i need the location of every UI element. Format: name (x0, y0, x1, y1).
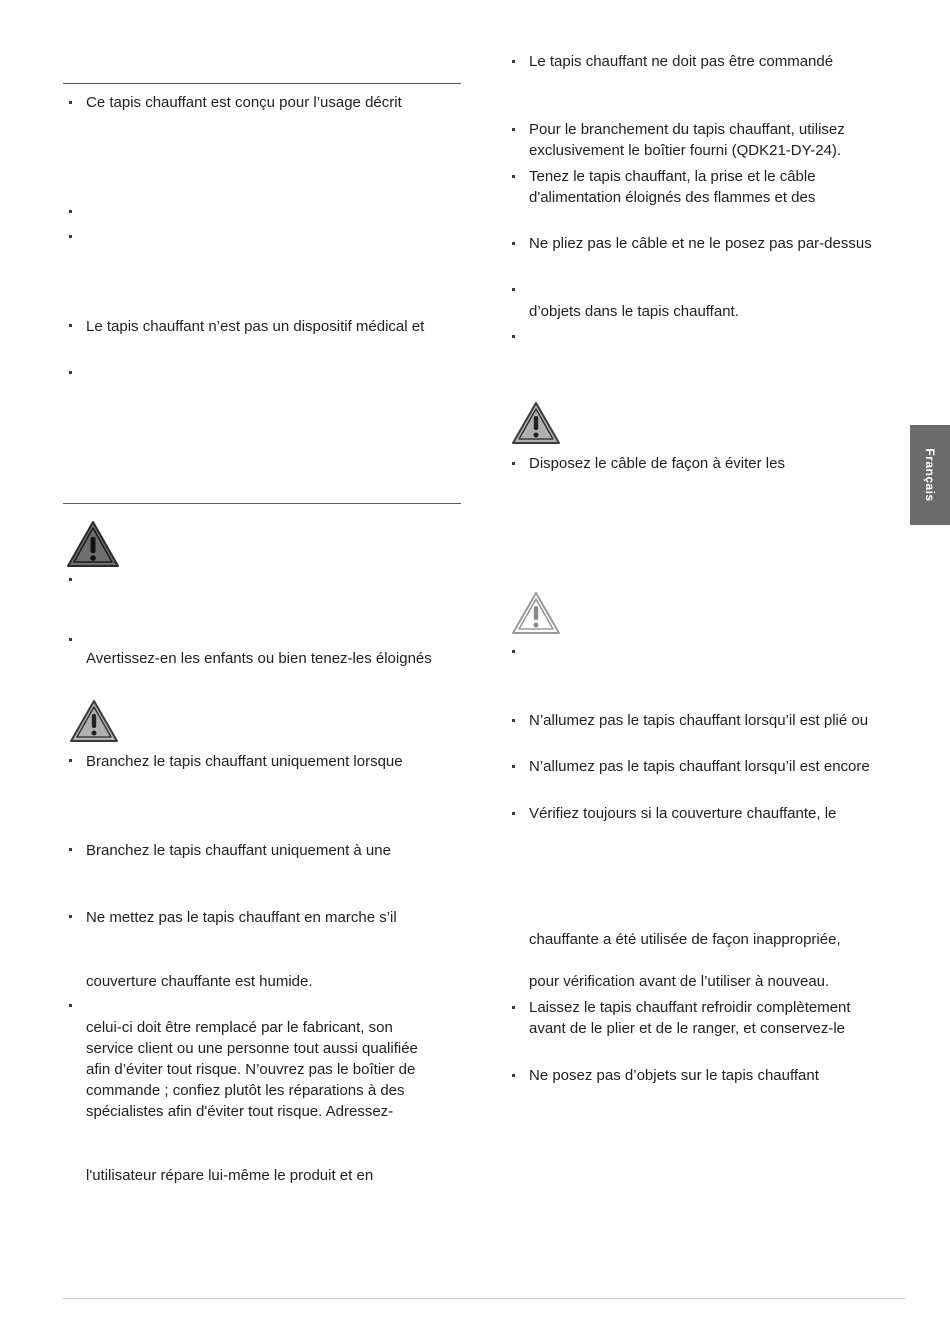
list-item-continuation: exclusivement le boîtier fourni (QDK21-DY-24). (529, 142, 842, 159)
bullet (512, 765, 515, 768)
list-item-continuation: d'alimentation éloignés des flammes et des (529, 189, 816, 206)
list-item: Ne pliez pas le câble et ne le posez pas par-dessus (529, 235, 872, 252)
section-rule-top (63, 83, 461, 84)
list-item: Vérifiez toujours si la couverture chauffante, le (529, 805, 837, 822)
list-item: Ne mettez pas le tapis chauffant en marche s’il (86, 909, 397, 926)
list-item: Branchez le tapis chauffant uniquement lorsque (86, 753, 403, 770)
list-item: Pour le branchement du tapis chauffant, utilisez (529, 121, 845, 138)
bullet (512, 242, 515, 245)
list-item: Tenez le tapis chauffant, la prise et le câble (529, 168, 816, 185)
list-item-continuation: celui-ci doit être remplacé par le fabricant, son (86, 1019, 393, 1036)
bullet (512, 462, 515, 465)
bullet (512, 650, 515, 653)
bullet (69, 371, 72, 374)
bullet (512, 128, 515, 131)
list-item-continuation: service client ou une personne tout aussi qualifiée (86, 1040, 418, 1057)
list-item: N’allumez pas le tapis chauffant lorsqu’il est encore (529, 758, 870, 775)
list-item-continuation: Avertissez-en les enfants ou bien tenez-les éloignés (86, 650, 432, 667)
list-item-continuation: d’objets dans le tapis chauffant. (529, 303, 739, 320)
list-item: N’allumez pas le tapis chauffant lorsqu’il est plié ou (529, 712, 869, 729)
bullet (69, 578, 72, 581)
bullet (69, 324, 72, 327)
language-tab[interactable] (910, 425, 950, 525)
bullet (69, 759, 72, 762)
bullet (512, 288, 515, 291)
list-item: Ne posez pas d’objets sur le tapis chauffant (529, 1067, 819, 1084)
list-item-continuation: avant de le plier et de le ranger, et conservez-le (529, 1020, 846, 1037)
footer-rule (63, 1298, 905, 1299)
bullet (69, 101, 72, 104)
bullet (69, 210, 72, 213)
list-item-continuation: commande ; confiez plutôt les réparations à des (86, 1082, 405, 1099)
bullet (512, 1006, 515, 1009)
bullet (512, 1074, 515, 1077)
list-item-continuation: chauffante a été utilisée de façon inappropriée, (529, 931, 841, 948)
bullet (69, 1004, 72, 1007)
section-rule-middle (63, 503, 461, 504)
list-item: Le tapis chauffant n’est pas un dispositif médical et (86, 318, 425, 335)
language-tab-label: Français (923, 448, 937, 502)
warning-danger-icon (65, 519, 121, 569)
warning-caution-icon (68, 698, 120, 744)
bullet (69, 915, 72, 918)
list-item: Ce tapis chauffant est conçu pour l’usage décrit (86, 94, 402, 111)
warning-note-icon (510, 590, 562, 636)
bullet (512, 175, 515, 178)
bullet (69, 638, 72, 641)
bullet (69, 235, 72, 238)
list-item-continuation: spécialistes afin d'éviter tout risque. Adressez- (86, 1103, 394, 1120)
list-item: Disposez le câble de façon à éviter les (529, 455, 785, 472)
bullet (512, 812, 515, 815)
bullet (69, 848, 72, 851)
list-item-continuation: couverture chauffante est humide. (86, 973, 313, 990)
bullet (512, 60, 515, 63)
list-item: Branchez le tapis chauffant uniquement à une (86, 842, 391, 859)
list-item: Laissez le tapis chauffant refroidir complètement (529, 999, 851, 1016)
bullet (512, 719, 515, 722)
list-item-continuation: afin d’éviter tout risque. N’ouvrez pas le boîtier de (86, 1061, 416, 1078)
list-item-continuation: pour vérification avant de l’utiliser à nouveau. (529, 973, 830, 990)
list-item-continuation: l'utilisateur répare lui-même le produit et en (86, 1167, 374, 1184)
bullet (512, 335, 515, 338)
warning-caution-icon (510, 400, 562, 446)
list-item: Le tapis chauffant ne doit pas être commandé (529, 53, 834, 70)
